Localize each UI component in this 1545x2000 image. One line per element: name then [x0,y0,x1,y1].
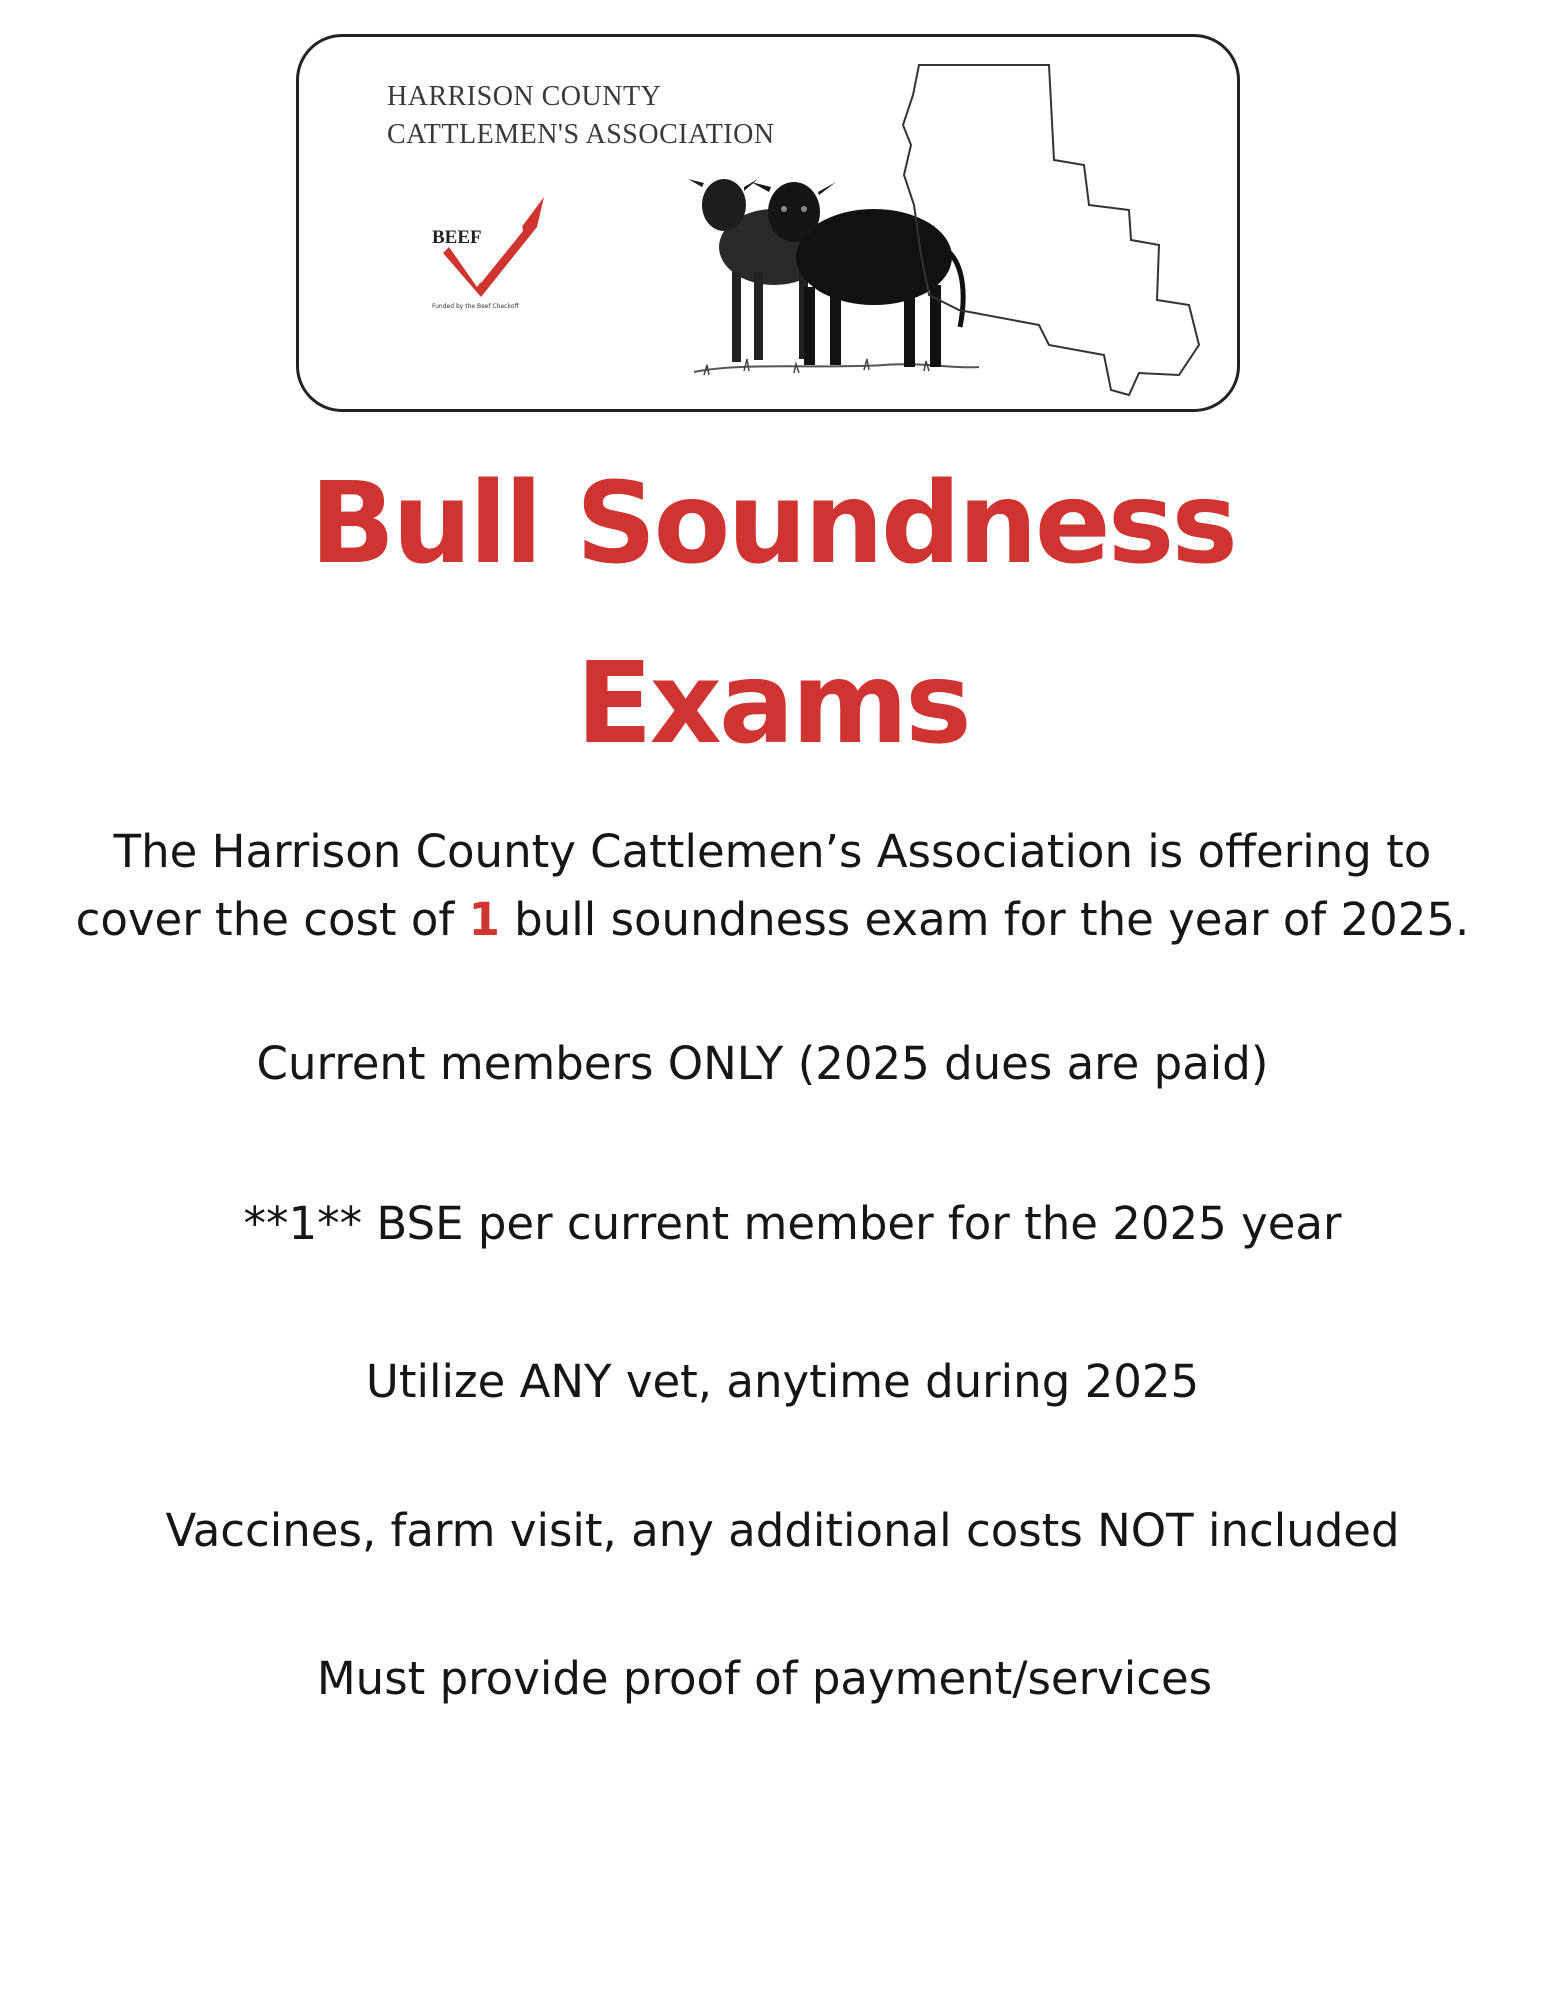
intro-highlight-number: 1 [468,893,500,946]
beef-tagline: Funded by the Beef Checkoff [432,303,519,310]
intro-line-2-start: cover the cost of [75,893,469,946]
intro-line-2 [0,886,1545,954]
logo-title-line-1: HARRISON COUNTY [387,81,662,112]
intro-line-1: The Harrison County Cattlemen’s Association is offering to [113,825,1432,878]
point-any-vet: Utilize ANY vet, anytime during 2025 [365,1355,1200,1408]
county-map-outline [899,55,1229,405]
intro-line-2-end: bull soundness exam for the year of 2025. [499,893,1470,946]
beef-checkoff-logo [429,187,559,322]
headline-line-1: Bull Soundness [309,459,1236,589]
point-one-bse: **1** BSE per current member for the 2025 year [243,1197,1342,1250]
point-members-only: Current members ONLY (2025 dues are paid) [256,1037,1269,1090]
headline-line-2: Exams [576,639,969,769]
beef-wordmark: BEEF [432,227,482,248]
point-proof-of-payment: Must provide proof of payment/services [316,1652,1213,1705]
point-costs-not-included: Vaccines, farm visit, any additional costs NOT included [165,1504,1400,1557]
intro-paragraph [0,818,1545,954]
association-logo [296,34,1240,412]
logo-title-line-2: CATTLEMEN'S ASSOCIATION [387,119,775,150]
